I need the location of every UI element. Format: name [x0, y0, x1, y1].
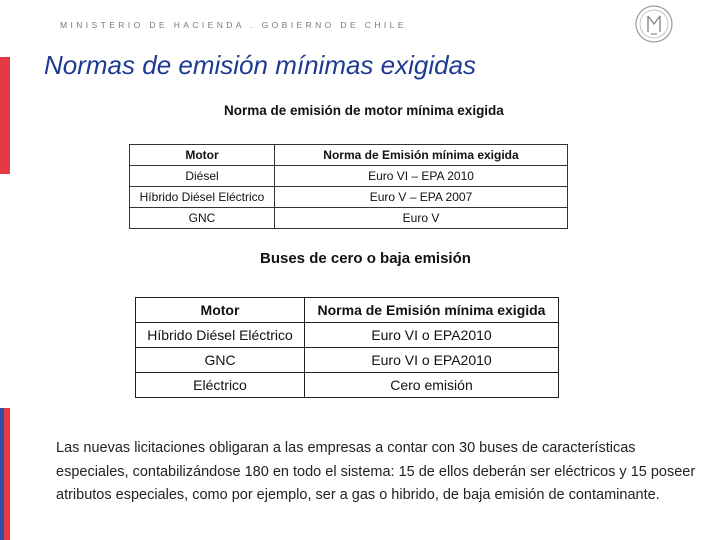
table-header-cell: Motor	[130, 145, 275, 166]
table-row	[130, 187, 568, 208]
accent-bar-top	[0, 57, 10, 174]
table-cell: Híbrido Diésel Eléctrico	[136, 323, 305, 348]
table-cell: Cero emisión	[305, 373, 559, 398]
table-header-row	[130, 145, 568, 166]
table-row	[136, 323, 559, 348]
table-row	[136, 348, 559, 373]
buses-table-title: Buses de cero o baja emisión	[260, 250, 471, 267]
table-cell: Híbrido Diésel Eléctrico	[130, 187, 275, 208]
ministry-header: MINISTERIO DE HACIENDA . GOBIERNO DE CHILE	[60, 20, 407, 30]
table-row	[130, 166, 568, 187]
description-paragraph: Las nuevas licitaciones obligaran a las empresas a contar con 30 buses de características especiales, contabilizándose 180 en todo el sistema: 15 de ellos deberán ser eléctricos y 15 poseer atributos especiales, como por ejemplo, ser a gas o hibrido, de baja emisión de contaminante.	[56, 440, 696, 503]
slide-title: Normas de emisión mínimas exigidas	[44, 50, 477, 80]
table-header-row	[136, 298, 559, 323]
motor-emission-table	[129, 144, 568, 229]
table-cell: Euro V – EPA 2007	[275, 187, 568, 208]
accent-bar-bottom-blue	[0, 408, 4, 540]
table-cell: Diésel	[130, 166, 275, 187]
table-header-cell: Norma de Emisión mínima exigida	[305, 298, 559, 323]
table-cell: Euro VI o EPA2010	[305, 323, 559, 348]
table-row	[130, 208, 568, 229]
table-header-cell: Motor	[136, 298, 305, 323]
table-cell: Euro VI o EPA2010	[305, 348, 559, 373]
table-header-cell: Norma de Emisión mínima exigida	[275, 145, 568, 166]
government-seal-icon	[634, 4, 674, 44]
table-cell: Euro V	[275, 208, 568, 229]
table-row	[136, 373, 559, 398]
motor-table-title: Norma de emisión de motor mínima exigida	[224, 103, 504, 118]
table-cell: GNC	[136, 348, 305, 373]
buses-emission-table	[135, 297, 559, 398]
table-cell: Euro VI – EPA 2010	[275, 166, 568, 187]
emission-tables-panel	[107, 100, 579, 422]
table-cell: GNC	[130, 208, 275, 229]
table-cell: Eléctrico	[136, 373, 305, 398]
